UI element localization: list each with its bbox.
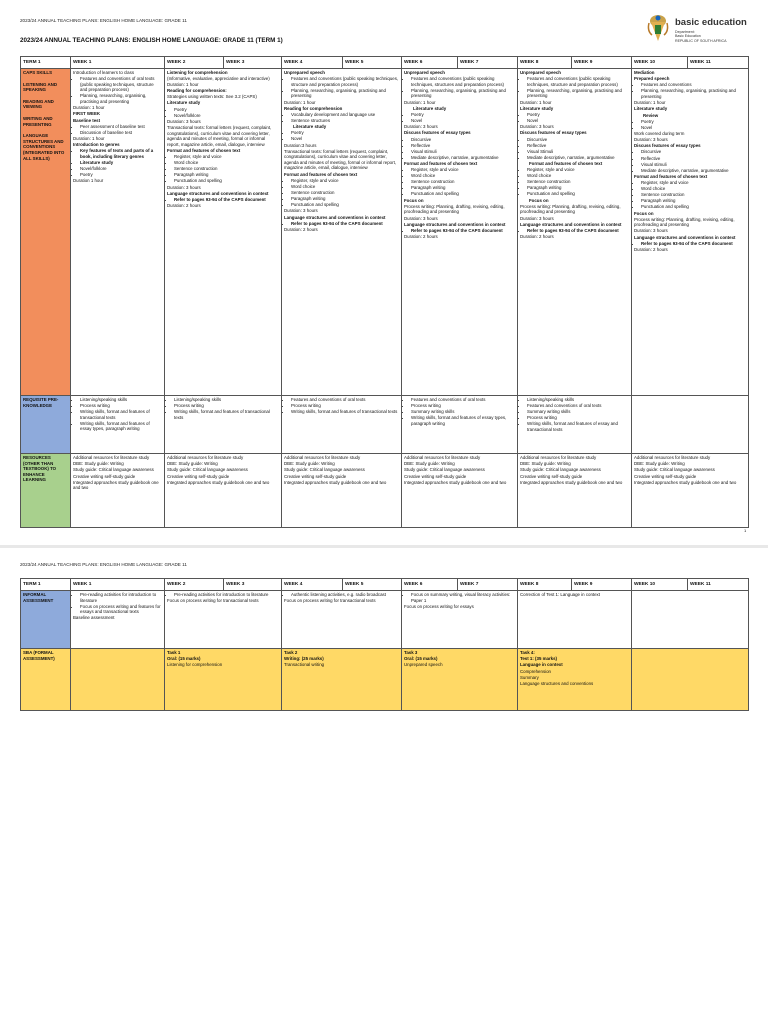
header-row [21,57,749,69]
page-number: 1 [744,528,747,533]
list-item: • Planning, researching, organising, practising and presenting [80,93,162,104]
list-item: • Novel/folklore [174,113,279,119]
list-item: • Planning, researching, organising, practising and presenting [641,88,746,99]
cell-heading: Unprepared speech [520,70,561,75]
sba-label: SBA (FORMAL ASSESSMENT) [21,649,71,711]
list-item: • Sentence construction [291,190,399,196]
list-item: • Discussion of baseline test [80,130,162,136]
skill-label: WRITING AND PRESENTING [23,115,53,127]
cell-text: Process writing: Planning, drafting, revising, editing, proofreading and presenting [404,203,505,215]
list-item: • Paragraph writing [291,196,399,202]
cell-text: Integrated approaches study guidebook one and two [520,479,623,485]
cell-text: Study guide: Critical language awareness [404,467,485,473]
cell-text: Additional resources for literature study [167,455,244,460]
resources-row [21,454,749,528]
cell-text: Duration: 3 hours [404,215,438,221]
list-item: • Features and conventions of oral texts [527,403,629,409]
list-item: • Reflective [641,156,746,162]
table-cell [165,454,282,528]
list-item: • Process writing [174,403,279,409]
column-header: WEEK 11 [688,579,749,591]
cell-text: Duration: 2 hours [167,203,201,208]
table-cell [518,649,632,711]
column-header: WEEK 6 [402,579,458,591]
column-header: TERM 1 [21,57,71,69]
header-row [21,579,749,591]
column-header: WEEK 3 [224,57,282,69]
cell-text: Comprehension [520,668,551,674]
cell-text: Integrated approaches study guidebook one and two [404,479,507,485]
cell-text: Duration: 2 hours [284,226,318,232]
list-item: • Listening/speaking skills [174,397,279,403]
list-item: • Word choice [174,160,279,166]
table-cell [165,591,282,649]
list-item: • Writing skills, format and features of essay and transactional texts [527,421,629,432]
list-item: • Novel [641,125,746,131]
table-cell [165,396,282,454]
list-item: • Discursive [411,137,515,143]
list-item: • Planning, researching, organising, practising and presenting [411,88,515,99]
cell-heading: Reading for comprehension [284,105,343,111]
column-header: WEEK 3 [224,579,282,591]
list-item: • Poetry [641,119,746,125]
assessment-table [20,578,749,711]
table-cell [402,396,518,454]
list-item: • Process writing [527,415,629,421]
cell-text: DBE: Study guide: Writing [634,461,685,467]
table-cell [282,454,402,528]
cell-text: Duration: 1 hour [284,99,316,105]
cell-text: Integrated approaches study guidebook one and two [167,479,270,485]
cell-text: Transactional texts: formal letters (request, complaint, congratulations), curriculum vitae and covering letter, agenda and minutes of meeting, formal or informal report, magazine article, email, dialogue, interview [167,124,272,147]
cell-heading: Literature study [167,100,201,106]
list-item: • Poetry [527,112,629,118]
column-header: WEEK 5 [343,579,402,591]
cell-heading: Language structures and conventions in context [634,234,736,240]
cell-text: Language structures and conventions [520,680,594,686]
list-item: • Register, style and voice [641,180,746,186]
cell-heading: Focus on [404,197,424,203]
cell-heading: Focus on [529,197,549,203]
cell-heading: Format and features of chosen text [529,160,603,166]
cell-text: Duration: 2 hours [404,233,438,239]
cell-text: Creative writing self-study guide [634,473,697,479]
list-item: • Summary writing skills [411,409,515,415]
list-item: • Mediate descriptive, narrative, argumentative [527,155,629,161]
cell-heading: Task 3 [404,650,418,655]
cell-text: Study guide: Critical language awareness [73,467,154,473]
table-cell [71,396,165,454]
cell-text: Study guide: Critical language awareness [167,467,248,473]
logo-subtext: Department: Basic Education REPUBLIC OF SOUTH AFRICA [675,30,727,43]
cell-heading: Format and features of chosen text [404,160,478,166]
list-item: • Mediate descriptive, narrative, argumentative [411,155,515,161]
list-item: • Punctuation and spelling [641,204,746,210]
list-item: • Process writing [291,403,399,409]
column-header: WEEK 2 [165,579,224,591]
column-header: TERM 1 [21,579,71,591]
list-item: • Poetry [80,172,162,178]
cell-text: Study guide: Critical language awareness [520,467,601,473]
cell-text: DBE: Study guide: Writing [404,461,455,467]
cell-text: Duration: 3 hours [404,124,438,130]
dbe-logo [646,13,756,49]
skill-label: READING AND VIEWING [23,98,54,110]
table-cell [518,454,632,528]
cell-text: Focus on process writing for essays [404,603,474,609]
cell-heading: Literature study [293,124,327,130]
cell-text: Focus on process writing for transactional texts [284,598,376,604]
list-item: • Reflective [411,143,515,149]
table-cell [402,591,518,649]
column-header: WEEK 5 [343,57,402,69]
cell-heading: Discuss features of essay types [634,143,701,149]
table-cell [71,454,165,528]
column-header: WEEK 1 [71,579,165,591]
table-cell [632,69,749,396]
list-item: • Punctuation and spelling [174,178,279,184]
list-item: • Register, style and voice [411,167,515,173]
list-item: • Process writing [80,403,162,409]
list-item: • Key features of texts and parts of a book, including literary genres [80,148,162,159]
cell-heading: Language structures and conventions in context [284,214,386,220]
list-item: • Writing skills, format and features of transactional texts [174,409,279,420]
table-cell [71,591,165,649]
list-item: • Sentence construction [641,192,746,198]
column-header: WEEK 7 [458,579,518,591]
list-item: • Writing skills, format and features of essay types, paragraph writing [80,421,162,432]
cell-text: Duration: 1 hour [520,99,552,105]
list-item: • Features and conventions [641,82,746,88]
skill-label: CAPS SKILLS [23,70,53,75]
cell-heading: Prepared speech [634,76,670,82]
cell-heading: Format and features of chosen text [284,171,358,177]
teaching-plan-table [20,56,749,528]
cell-text: DBE: Study guide: Writing [73,461,124,467]
list-item: • Novel [411,118,515,124]
sba-row [21,649,749,711]
cell-text: Baseline assessment [73,615,115,621]
column-header: WEEK 8 [518,579,572,591]
list-item: • Novel [527,118,629,124]
cell-text: Work covered during term [634,130,685,136]
list-item: • Sentence construction [411,179,515,185]
cell-text: DBE: Study guide: Writing [167,461,218,467]
cell-heading: Literature study [413,105,447,111]
column-header: WEEK 10 [632,57,688,69]
list-item: • Pre-reading activities for introduction to literature [174,592,279,598]
cell-text: Transactional writing [284,662,325,668]
table-cell [402,454,518,528]
list-item: • Novel/folklore [80,166,162,172]
cell-heading: Literature study [634,106,668,112]
cell-text: Duration: 1 hour [634,100,666,106]
list-item: • Sentence structures [291,118,399,124]
list-item: • Paragraph writing [174,172,279,178]
cell-heading: FIRST WEEK [73,111,101,117]
list-item: • Listening/speaking skills [80,397,162,403]
requisite-label: REQUISITE PRE-KNOWLEDGE [21,396,71,454]
cell-text: Listening for comprehension [167,662,223,668]
list-item: • Focus on process writing and features for essays and transactional texts [80,604,162,615]
list-item: • Listening/speaking skills [527,397,629,403]
table-cell [518,591,632,649]
caps-skills-label [21,69,71,396]
cell-text: Process writing: Planning, drafting, revising, editing, proofreading and presenting [634,216,735,228]
cell-text: (Informative, evaluative, appreciative and interactive) Duration: 1 hour [167,76,270,87]
list-item: • Process writing [411,403,515,409]
column-header: WEEK 1 [71,57,165,69]
list-item: • Visual stimuli [411,149,515,155]
cell-heading: Focus on [634,210,654,216]
cell-heading: Introduction to genres [73,142,120,148]
cell-text: Duration:3 hours [284,142,317,148]
list-item: • Features and conventions (public speaking techniques, structure and preparation process) [291,76,399,87]
list-item: • Literature study [80,160,162,166]
cell-heading: Unprepared speech [404,70,445,75]
cell-heading: Discuss features of essay types [404,130,471,136]
cell-text: Additional resources for literature study [284,455,361,460]
list-item: • Punctuation and spelling [291,202,399,208]
list-item: • Visual stimuli [641,162,746,168]
column-header: WEEK 2 [165,57,224,69]
column-header: WEEK 10 [632,579,688,591]
list-item: • Vocabulary development and language use [291,112,399,118]
cell-text: Correction of Test 1: Language in context [520,592,600,597]
list-item: • Planning, researching, organising, practising and presenting [527,88,629,99]
table-cell [282,396,402,454]
cell-heading: Task 1 [167,650,181,655]
list-item: • Paragraph writing [527,185,629,191]
list-item: • Discursive [641,149,746,155]
cell-heading: Listening for comprehension [167,70,228,75]
list-item: • Poetry [174,107,279,113]
cell-heading: Reading for comprehension: [167,87,227,93]
list-item: • Writing skills, format and features of essay types, paragraph writing [411,415,515,426]
cell-heading: Oral: (15 marks) [404,656,438,662]
cell-text: Duration: 1 hour [404,99,436,105]
table-cell [518,396,632,454]
cell-text: Creative writing self-study guide [167,473,230,479]
cell-heading: Test 1: (35 marks) [520,656,558,662]
list-item: • Refer to pages 93-94 of the CAPS document [641,241,746,247]
cell-text: Creative writing self-study guide [284,473,347,479]
cell-text: Transactional texts: formal letters (request, complaint, congratulations), curriculum vitae and covering letter, agenda and minutes of meeting, formal or informal report, magazine article, email, dialogue, interview [284,148,397,171]
list-item: • Planning, researching, organising, practising and presenting [291,88,399,99]
cell-text: Duration: 3 hours [520,124,554,130]
list-item: • Punctuation and spelling [527,191,629,197]
list-item: • Focus on summary writing, visual literacy activities: Paper 1 [411,592,515,603]
cell-text: Additional resources for literature study [520,455,597,460]
table-cell [632,649,749,711]
list-item: • Poetry [411,112,515,118]
table-cell [402,69,518,396]
cell-text: Integrated approaches study guidebook one and two [73,479,159,491]
informal-assessment-label: INFORMAL ASSESSMENT [21,591,71,649]
column-header: WEEK 4 [282,579,343,591]
cell-heading: Mediation [634,70,655,75]
list-item: • Writing skills, format and features of transactional texts [291,409,399,415]
page-title: 2023/24 ANNUAL TEACHING PLANS: ENGLISH HOME LANGUAGE: GRADE 11 (TERM 1) [20,37,283,44]
running-header: 2023/24 ANNUAL TEACHING PLANS: ENGLISH HOME LANGUAGE: GRADE 11 [20,562,187,567]
list-item: • Word choice [411,173,515,179]
cell-text: Study guide: Critical language awareness [634,467,715,473]
list-item: • Writing skills, format and features of transactional texts [80,409,162,420]
list-item: • Features and conventions (public speaking techniques, structure and preparation process) [527,76,629,87]
column-header: WEEK 7 [458,57,518,69]
cell-heading: Language structures and conventions in context [520,221,622,227]
cell-text: Integrated approaches study guidebook one and two [634,479,737,485]
cell-text: Duration: 3 hours [167,118,201,124]
cell-text: Process writing: Planning, drafting, revising, editing, proofreading and presenting [520,203,621,215]
cell-text: Duration: 3 hours [634,228,668,234]
table-cell [632,396,749,454]
list-item: • Pre-reading activities for introduction to literature [80,592,162,603]
list-item: • Poetry [291,130,399,136]
requisite-row [21,396,749,454]
cell-heading: Task 2 [284,650,298,655]
table-cell [282,649,402,711]
cell-text: DBE: Study guide: Writing [520,461,571,467]
cell-text: Creative writing self-study guide [404,473,467,479]
skill-label: LANGUAGE STRUCTURES AND CONVENTIONS (INTEGRATED INTO ALL SKILLS) [23,133,65,161]
informal-assessment-row [21,591,749,649]
cell-text: Creative writing self-study guide [73,473,136,479]
resources-label: RESOURCES (OTHER THAN TEXTBOOK) TO ENHANCE LEARNING [21,454,71,528]
cell-heading: Literature study [520,105,554,111]
table-cell [71,69,165,396]
list-item: • Mediate descriptive, narrative, argumentative [641,168,746,174]
cell-heading: Baseline test [73,117,101,123]
cell-text: Additional resources for literature study [73,455,150,460]
cell-heading: Task 4: [520,650,535,655]
cell-text: Duration: 2 hours [520,233,554,239]
list-item: • Discursive [527,137,629,143]
list-item: • Register, style and voice [527,167,629,173]
table-cell [282,69,402,396]
column-header: WEEK 6 [402,57,458,69]
cell-text: Integrated approaches study guidebook one and two [284,479,387,485]
list-item: • Word choice [291,184,399,190]
running-header: 2023/24 ANNUAL TEACHING PLANS: ENGLISH HOME LANGUAGE: GRADE 11 [20,18,187,23]
cell-text: Duration: 1 hour [73,105,105,111]
column-header: WEEK 9 [572,57,632,69]
list-item: • Refer to pages 93-94 of the CAPS document [527,228,629,234]
cell-heading: Language in context [520,662,563,668]
column-header: WEEK 4 [282,57,343,69]
list-item: • Reflective [527,143,629,149]
list-item: • Peer assessment of baseline test [80,124,162,130]
list-item: • Paragraph writing [641,198,746,204]
list-item: • Features and conventions of oral texts [291,397,399,403]
page-two [0,548,768,1024]
cell-heading: Language structures and conventions in context [404,221,506,227]
column-header: WEEK 8 [518,57,572,69]
list-item: • Sentence construction [174,166,279,172]
cell-heading: Review [643,112,659,118]
cell-heading: Writing: (25 marks) [284,656,324,662]
table-cell [165,69,282,396]
list-item: • Refer to pages 93-94 of the CAPS document [411,228,515,234]
cell-heading: Format and features of chosen text [167,147,241,153]
table-cell [632,454,749,528]
cell-text: Additional resources for literature study [404,455,481,460]
column-header: WEEK 9 [572,579,632,591]
cell-heading: Discuss features of essay types [520,130,587,136]
caps-skills-row [21,69,749,396]
cell-text: Duration 1 hour [73,178,104,184]
cell-text: Additional resources for literature study [634,455,711,460]
list-item: • Features and conventions (public speaking techniques, structures and preparation process) [411,76,515,87]
list-item: • Features and conventions of oral texts [411,397,515,403]
cell-text: Duration: 3 hours [520,215,554,221]
cell-heading: Oral: (15 marks) [167,656,201,662]
cell-heading: Unprepared speech [284,70,325,75]
list-item: • Authentic listening activities, e.g. radio broadcast [291,592,399,598]
list-item: • Register, style and voice [291,178,399,184]
cell-text: Focus on process writing for transactional texts [167,598,259,604]
cell-heading: Language structures and conventions in context [167,190,269,196]
list-item: • Paragraph writing [411,185,515,191]
cell-text: Unprepared speech [404,662,443,668]
cell-heading: Format and features of chosen text [634,173,708,179]
list-item: • Summary writing skills [527,409,629,415]
cell-text: Duration: 3 hours [167,184,201,190]
table-cell [518,69,632,396]
cell-text: DBE: Study guide: Writing [284,461,335,467]
list-item: • Novel [291,136,399,142]
list-item: • Refer to pages 93-94 of the CAPS document [291,221,399,227]
cell-text: Duration: 3 hours [634,137,668,143]
cell-text: Study guide: Critical language awareness [284,467,365,473]
list-item: • Refer to pages 93-94 of the CAPS document [174,197,279,203]
list-item: • Word choice [641,186,746,192]
table-cell [402,649,518,711]
list-item: • Visual Stimuli [527,149,629,155]
table-cell [165,649,282,711]
logo-text: basic education [675,17,747,28]
list-item: • Punctuation and spelling [411,191,515,197]
skill-label: LISTENING AND SPEAKING [23,81,57,93]
coat-of-arms-icon [646,13,670,43]
list-item: • Sentence construction [527,179,629,185]
list-item: • Word choice [527,173,629,179]
cell-text: Summary [520,674,539,680]
table-cell [282,591,402,649]
cell-text: Duration: 2 hours [634,246,668,252]
list-item: • Register, style and voice [174,154,279,160]
cell-text: Duration: 1 hour [73,135,105,141]
cell-text: Introduction of learners to class [73,70,135,75]
table-cell [632,591,749,649]
column-header: WEEK 11 [688,57,749,69]
list-item: • Features and conventions of oral texts (public speaking techniques, structure and preparation process) [80,76,162,93]
cell-text: Creative writing self-study guide [520,473,583,479]
table-cell [71,649,165,711]
cell-text: Duration: 3 hours [284,208,318,214]
cell-text: Strategies using written texts: See 3.2 (CAPS) [167,94,257,100]
